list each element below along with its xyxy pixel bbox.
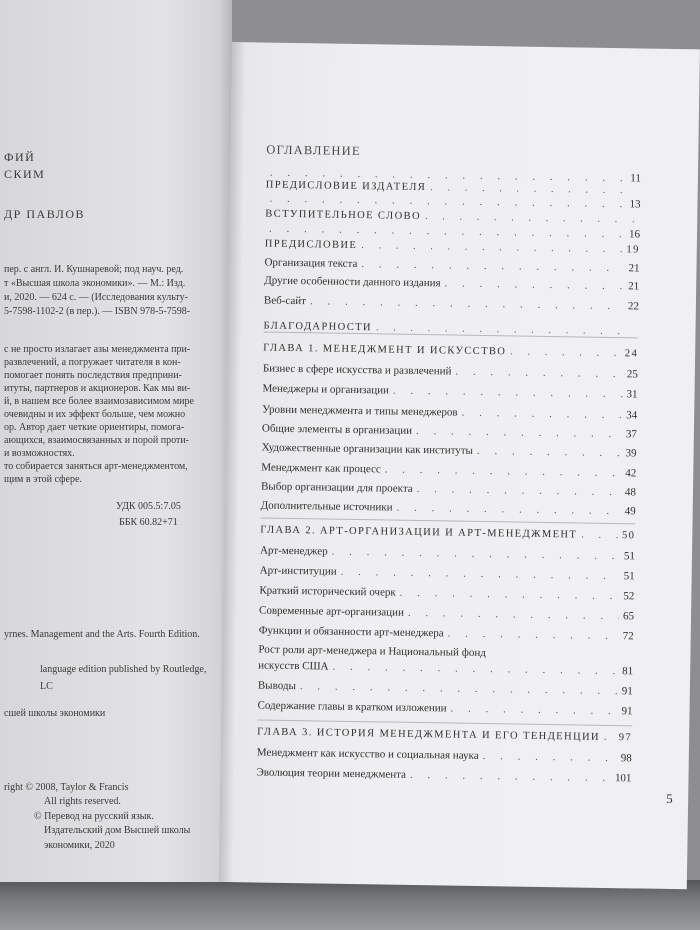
left-page-line: УДК 005.5:7.05 [116, 501, 181, 512]
toc-entry-page: 51 [623, 550, 636, 563]
toc-entry [257, 699, 632, 717]
right-page [219, 42, 700, 889]
toc-entry-page: 11 [630, 172, 642, 185]
toc-leader-dots [341, 566, 620, 582]
left-page-line: language edition published by Routledge, [40, 664, 207, 675]
toc-entry-title: Другие особенности данного издания [264, 274, 441, 290]
left-page-line: СКИМ [4, 167, 46, 181]
toc-entry [258, 643, 633, 661]
page-number: 5 [666, 790, 673, 807]
toc-entry-title: ПРЕДИСЛОВИЕ ИЗДАТЕЛЯ [265, 179, 427, 194]
toc-entry-title: Общие элементы в организации [261, 422, 413, 437]
toc-entry [256, 766, 631, 784]
left-page-line: right © 2008, Taylor & Francis [4, 782, 129, 793]
toc-entry-page: 24 [624, 348, 639, 360]
left-page-line: и возможностях. [4, 448, 75, 459]
toc-leader-dots [455, 366, 623, 381]
toc-entry-title: ВСТУПИТЕЛЬНОЕ СЛОВО [265, 208, 422, 222]
toc-entry [257, 726, 632, 743]
toc-entry [264, 295, 639, 313]
left-page-line: ор. Автор дает четкие ориентиры, помога- [4, 422, 185, 433]
toc-entry-page: 97 [618, 732, 633, 744]
toc-entry-page: 13 [629, 198, 641, 211]
toc-entry [259, 624, 634, 642]
toc-leader-dots [462, 407, 623, 422]
left-page [0, 0, 232, 882]
toc-entry-page: 34 [626, 409, 638, 422]
toc-entry [262, 442, 637, 460]
left-page-line: развлечений, а погружает читателя в кон- [4, 357, 181, 368]
toc-entry-title: Уровни менеджмента и типы менеджеров [262, 403, 458, 419]
toc-leader-dots [400, 587, 620, 602]
toc-entry [258, 659, 633, 677]
left-page-line: очевидны и их эффект больше, чем можно [4, 409, 186, 420]
toc-entry-page: 50 [621, 530, 636, 542]
toc-entry-title: ПРЕДИСЛОВИЕ [264, 238, 358, 251]
left-page-line: т «Высшая школа экономики». — М.: Изд. [4, 278, 186, 289]
left-page-line: ББК 60.82+71 [119, 517, 178, 528]
toc-entry-page: 19 [626, 244, 640, 256]
toc-leader-dots [510, 346, 621, 359]
toc-entry-title: Веб-сайт [263, 294, 307, 308]
divider [261, 518, 636, 525]
toc-entry [262, 404, 637, 422]
toc-entry-title: Выводы [257, 679, 297, 693]
toc-entry-title: Бизнес в сфере искусства и развлечений [262, 362, 452, 378]
left-page-line: й, в нашем все более взаимозависимом мире [4, 396, 194, 407]
toc-entry-page: 39 [625, 447, 637, 460]
toc-entry-page: 72 [622, 630, 634, 643]
toc-leader-dots [604, 732, 615, 743]
toc-leader-dots [450, 703, 617, 718]
toc-entry-page: 48 [624, 486, 637, 499]
toc-entry-page: 52 [623, 590, 635, 603]
left-page-line: сшей школы экономики [4, 708, 106, 719]
toc-entry [262, 383, 637, 401]
left-page-line: © Перевод на русский язык. [34, 811, 154, 822]
toc-entry-title: Менеджмент как искусство и социальная наука [256, 746, 479, 762]
toc-entry-title: Дополнительные источники [260, 499, 393, 514]
toc-entry [259, 604, 634, 622]
left-page-line: Издательский дом Высшей школы [44, 825, 191, 836]
left-page-line: и, 2020. — 624 с. — (Исследования культу- [4, 292, 188, 303]
left-page-line: All rights reserved. [44, 796, 121, 807]
toc-leader-dots [385, 463, 622, 479]
toc-leader-dots [361, 258, 624, 274]
toc-leader-dots [396, 502, 620, 518]
toc-leader-dots [483, 750, 617, 764]
left-page-line: 5-7598-1102-2 (в пер.). — ISBN 978-5-7598- [4, 306, 191, 317]
toc-leader-dots [376, 322, 635, 337]
left-page-line: yrnes. Management and the Arts. Fourth Edition. [4, 629, 200, 640]
toc-entry-title: Рост роли арт-менеджера и Национальный фонд [258, 643, 486, 660]
toc-leader-dots [417, 483, 621, 498]
toc-entry-page: 31 [626, 388, 638, 401]
toc-entry [264, 275, 639, 293]
toc-entry-page: 91 [621, 685, 633, 698]
toc-leader-dots [332, 661, 618, 677]
toc-entry-title: БЛАГОДАРНОСТИ [263, 320, 373, 334]
toc-leader-dots [361, 240, 622, 255]
left-page-line: ДР ПАВЛОВ [4, 207, 86, 221]
toc-leader-dots [408, 607, 619, 622]
toc-entry [258, 679, 633, 697]
toc-entry-page: 21 [628, 262, 640, 275]
toc-leader-dots [410, 769, 611, 784]
toc-entry-page: 81 [622, 665, 634, 678]
toc-entry [260, 565, 635, 583]
toc-leader-dots [425, 211, 636, 225]
toc-leader-dots [269, 223, 625, 241]
toc-entry [260, 545, 635, 563]
left-page-line: ФИЙ [4, 150, 36, 164]
toc-entry-title: искусств США [258, 659, 329, 673]
divider [257, 719, 632, 726]
toc-entry-title: Содержание главы в кратком изложении [257, 699, 447, 715]
toc-entry-title: Менеджеры и организации [262, 382, 390, 397]
toc-entry-page: 51 [623, 570, 635, 583]
toc-leader-dots [444, 277, 624, 292]
toc-entry-title: Организация текста [264, 256, 358, 270]
toc-entry-title: ГЛАВА 3. ИСТОРИЯ МЕНЕДЖМЕНТА И ЕГО ТЕНДЕНЦИИ [257, 726, 601, 743]
toc-title: ОГЛАВЛЕНИЕ [266, 142, 361, 159]
left-page-line: то собирается заняться арт-менеджментом, [4, 461, 188, 472]
toc-entry [264, 257, 639, 275]
toc-entry [257, 746, 632, 764]
toc-entry-title: ГЛАВА 2. АРТ-ОРГАНИЗАЦИИ И АРТ-МЕНЕДЖМЕНТ [260, 524, 578, 541]
toc-entry-page: 22 [627, 300, 639, 313]
toc-entry-page: 98 [620, 752, 632, 765]
left-page-line: экономики, 2020 [44, 840, 115, 851]
toc-entry-title: Менеджмент как процесс [261, 461, 381, 476]
toc-entry [263, 343, 638, 360]
toc-entry-page: 65 [622, 610, 635, 623]
toc-leader-dots [393, 385, 623, 401]
toc-entry-page: 25 [626, 368, 638, 381]
toc-entry-page: 91 [621, 705, 633, 718]
toc-leader-dots [477, 445, 622, 459]
toc-entry-title: Краткий исторический очерк [259, 584, 396, 599]
toc-leader-dots [448, 627, 619, 642]
toc-leader-dots [332, 546, 620, 563]
toc-leader-dots [310, 295, 624, 312]
toc-entry [260, 525, 635, 542]
toc-entry-page: 42 [625, 467, 637, 480]
toc-entry-page: 16 [628, 228, 641, 241]
toc-entry [265, 223, 640, 241]
toc-entry-page: 21 [628, 280, 640, 293]
toc-entry [261, 500, 636, 518]
left-page-line: помогает понять последствия предприни- [4, 370, 182, 381]
left-page-line: пер. с англ. И. Кушнаревой; под науч. ред. [4, 264, 184, 275]
toc-entry-title: Художественные организации как институты [261, 441, 474, 457]
toc-entry-title: ГЛАВА 1. МЕНЕДЖМЕНТ И ИСКУССТВО [263, 342, 507, 358]
toc-entry [265, 239, 640, 256]
toc-leader-dots [300, 680, 618, 697]
toc-entry [261, 481, 636, 499]
toc-entry [262, 423, 637, 441]
toc-entry-title: Арт-институции [259, 564, 337, 578]
left-page-line: щим в этой сфере. [4, 474, 82, 485]
toc-entry-page: 101 [614, 772, 632, 785]
toc-entry-page: 49 [624, 505, 636, 518]
toc-entry-title: Арт-менеджер [259, 544, 328, 558]
toc-entry-title: Эволюция теории менеджмента [256, 766, 407, 781]
left-page-line: итуты, партнеров и акционеров. Как мы ви- [4, 383, 191, 394]
toc-entry-title: Современные арт-организации [258, 604, 404, 619]
toc-leader-dots [430, 182, 637, 196]
toc-entry [261, 462, 636, 480]
toc-entry-title: Выбор организации для проекта [260, 480, 413, 495]
toc-entry [263, 363, 638, 381]
left-page-line: ающихся, взаимосвязанных и порой проти- [4, 435, 190, 446]
toc-leader-dots [416, 425, 622, 440]
left-page-line: LC [40, 681, 53, 692]
toc-entry-page: 37 [625, 428, 637, 441]
left-page-line: с не просто излагает азы менеджмента при- [4, 344, 191, 355]
toc-leader-dots [581, 530, 618, 542]
toc-entry-title: Функции и обязанности арт-менеджера [258, 624, 444, 640]
toc-entry [259, 584, 634, 602]
